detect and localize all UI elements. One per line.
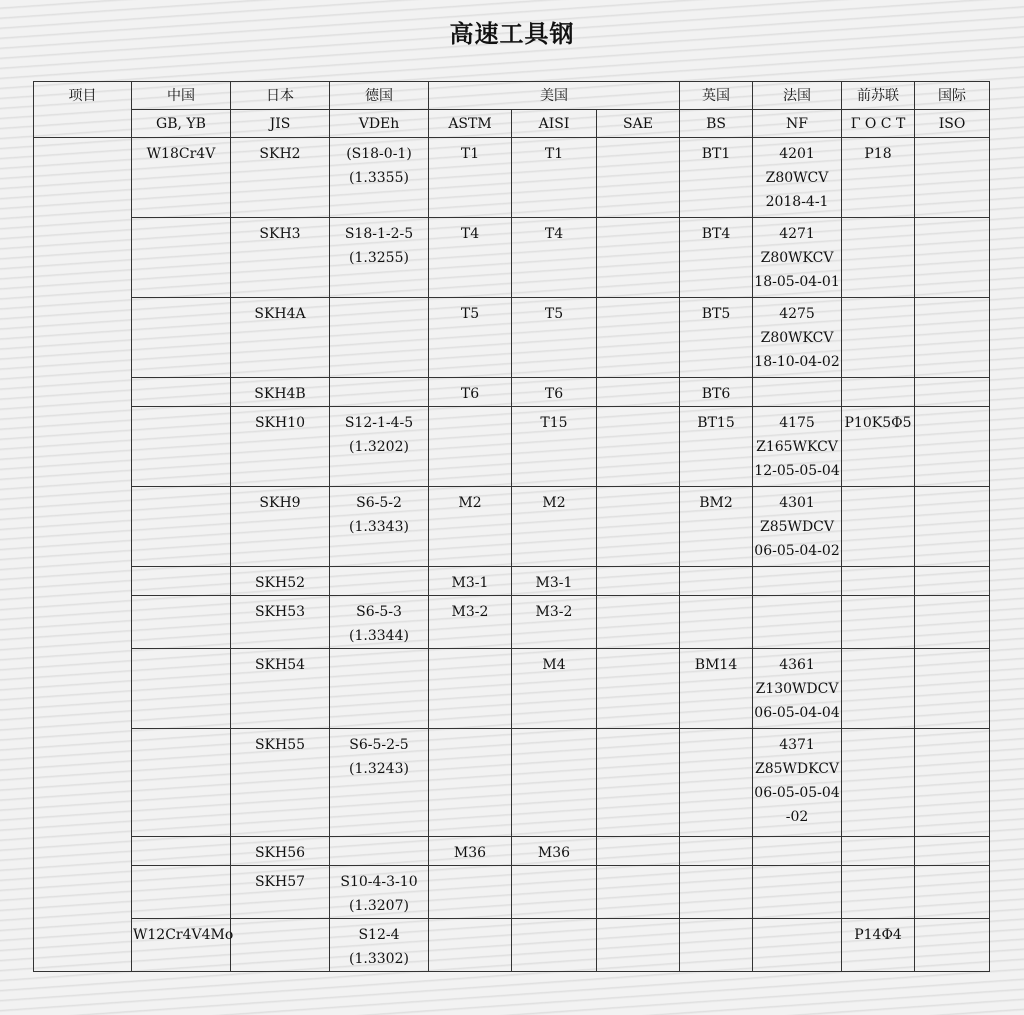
cell-cn [132, 866, 231, 919]
cell-aisi: M2 [512, 487, 597, 567]
cell-vdeh: S12-1-4-5 (1.3202) [330, 407, 429, 487]
cell-gost [842, 596, 915, 649]
cell-iso [915, 649, 990, 729]
header-uk-sub: BS [680, 110, 753, 138]
cell-bs [680, 596, 753, 649]
cell-sae [597, 407, 680, 487]
cell-nf: 4301 Z85WDCV 06-05-04-02 [753, 487, 842, 567]
table-row [34, 596, 990, 649]
cell-jis: SKH53 [231, 596, 330, 649]
header-japan: 日本 [231, 82, 330, 110]
cell-sae [597, 378, 680, 407]
cell-astm [429, 729, 512, 837]
cell-cn [132, 649, 231, 729]
cell-astm [429, 866, 512, 919]
item-cell [34, 138, 132, 972]
cell-gost [842, 866, 915, 919]
cell-iso [915, 218, 990, 298]
cell-aisi: T15 [512, 407, 597, 487]
cell-bs: BT5 [680, 298, 753, 378]
cell-jis: SKH57 [231, 866, 330, 919]
cell-bs: BT4 [680, 218, 753, 298]
cell-sae [597, 729, 680, 837]
cell-bs [680, 567, 753, 596]
cell-vdeh: (S18-0-1) (1.3355) [330, 138, 429, 218]
header-ussr: 前苏联 [842, 82, 915, 110]
cell-sae [597, 298, 680, 378]
header-item: 项目 [34, 82, 132, 138]
cell-bs: BM14 [680, 649, 753, 729]
table-row [34, 567, 990, 596]
cell-vdeh: S12-4 (1.3302) [330, 919, 429, 972]
table-row [34, 378, 990, 407]
table-row [34, 138, 990, 218]
header-uk: 英国 [680, 82, 753, 110]
cell-nf: 4361 Z130WDCV 06-05-04-04 [753, 649, 842, 729]
cell-nf: 4271 Z80WKCV 18-05-04-01 [753, 218, 842, 298]
cell-sae [597, 919, 680, 972]
table-row [34, 487, 990, 567]
cell-sae [597, 218, 680, 298]
cell-nf: 4371 Z85WDKCV 06-05-05-04 -02 [753, 729, 842, 837]
cell-cn [132, 729, 231, 837]
header-aisi: AISI [512, 110, 597, 138]
cell-iso [915, 919, 990, 972]
cell-sae [597, 866, 680, 919]
cell-cn: W18Cr4V [132, 138, 231, 218]
cell-sae [597, 138, 680, 218]
cell-astm [429, 649, 512, 729]
cell-sae [597, 567, 680, 596]
cell-astm: T6 [429, 378, 512, 407]
cell-astm: M3-1 [429, 567, 512, 596]
cell-iso [915, 866, 990, 919]
cell-gost: P10K5Φ5 [842, 407, 915, 487]
cell-nf [753, 837, 842, 866]
cell-aisi: M4 [512, 649, 597, 729]
header-intl-sub: ISO [915, 110, 990, 138]
cell-nf [753, 866, 842, 919]
cell-jis: SKH10 [231, 407, 330, 487]
cell-bs: BT15 [680, 407, 753, 487]
cell-nf [753, 378, 842, 407]
table-row [34, 729, 990, 837]
cell-bs [680, 919, 753, 972]
cell-aisi [512, 866, 597, 919]
cell-bs: BT6 [680, 378, 753, 407]
cell-nf: 4275 Z80WKCV 18-10-04-02 [753, 298, 842, 378]
cell-jis: SKH2 [231, 138, 330, 218]
cell-gost [842, 487, 915, 567]
cell-iso [915, 837, 990, 866]
cell-gost: P14Φ4 [842, 919, 915, 972]
cell-iso [915, 378, 990, 407]
table-body [34, 138, 990, 972]
cell-cn [132, 407, 231, 487]
cell-nf [753, 567, 842, 596]
cell-vdeh: S6-5-2-5 (1.3243) [330, 729, 429, 837]
cell-vdeh: S6-5-2 (1.3343) [330, 487, 429, 567]
header-intl: 国际 [915, 82, 990, 110]
cell-nf [753, 596, 842, 649]
cell-vdeh: S18-1-2-5 (1.3255) [330, 218, 429, 298]
table-row [34, 218, 990, 298]
steel-grade-table [33, 81, 990, 972]
cell-astm: T5 [429, 298, 512, 378]
cell-vdeh: S10-4-3-10 (1.3207) [330, 866, 429, 919]
cell-gost [842, 567, 915, 596]
cell-astm [429, 919, 512, 972]
cell-sae [597, 649, 680, 729]
cell-iso [915, 407, 990, 487]
header-japan-sub: JIS [231, 110, 330, 138]
cell-gost [842, 649, 915, 729]
cell-aisi: T4 [512, 218, 597, 298]
header-sae: SAE [597, 110, 680, 138]
table-row [34, 919, 990, 972]
cell-bs: BT1 [680, 138, 753, 218]
cell-vdeh [330, 378, 429, 407]
cell-bs [680, 729, 753, 837]
cell-vdeh [330, 567, 429, 596]
header-france: 法国 [753, 82, 842, 110]
cell-iso [915, 138, 990, 218]
cell-aisi [512, 729, 597, 837]
cell-vdeh [330, 298, 429, 378]
cell-cn [132, 298, 231, 378]
table-row [34, 298, 990, 378]
cell-vdeh [330, 649, 429, 729]
cell-aisi: T6 [512, 378, 597, 407]
cell-vdeh: S6-5-3 (1.3344) [330, 596, 429, 649]
cell-gost [842, 837, 915, 866]
cell-jis [231, 919, 330, 972]
header-usa: 美国 [429, 82, 680, 110]
cell-iso [915, 487, 990, 567]
cell-jis: SKH56 [231, 837, 330, 866]
header-germany-sub: VDEh [330, 110, 429, 138]
cell-jis: SKH4A [231, 298, 330, 378]
cell-bs [680, 866, 753, 919]
cell-aisi: M3-1 [512, 567, 597, 596]
cell-iso [915, 298, 990, 378]
cell-jis: SKH9 [231, 487, 330, 567]
page-title: 高速工具钢 [449, 20, 575, 48]
header-astm: ASTM [429, 110, 512, 138]
cell-jis: SKH52 [231, 567, 330, 596]
cell-astm [429, 407, 512, 487]
cell-gost: P18 [842, 138, 915, 218]
cell-gost [842, 378, 915, 407]
cell-aisi: M3-2 [512, 596, 597, 649]
header-germany: 德国 [330, 82, 429, 110]
cell-astm: M36 [429, 837, 512, 866]
cell-vdeh [330, 837, 429, 866]
cell-bs [680, 837, 753, 866]
cell-jis: SKH55 [231, 729, 330, 837]
cell-jis: SKH4B [231, 378, 330, 407]
header-ussr-sub: Γ Ο С Τ [842, 110, 915, 138]
table-row [34, 837, 990, 866]
cell-jis: SKH54 [231, 649, 330, 729]
cell-iso [915, 567, 990, 596]
cell-nf: 4201 Z80WCV 2018-4-1 [753, 138, 842, 218]
header-france-sub: NF [753, 110, 842, 138]
table-header [34, 82, 990, 138]
cell-iso [915, 729, 990, 837]
cell-jis: SKH3 [231, 218, 330, 298]
cell-nf: 4175 Z165WKCV 12-05-05-04 [753, 407, 842, 487]
cell-astm: T1 [429, 138, 512, 218]
cell-gost [842, 729, 915, 837]
cell-astm: M3-2 [429, 596, 512, 649]
cell-cn [132, 837, 231, 866]
cell-nf [753, 919, 842, 972]
cell-sae [597, 596, 680, 649]
cell-cn [132, 596, 231, 649]
cell-sae [597, 837, 680, 866]
table-row [34, 649, 990, 729]
cell-gost [842, 298, 915, 378]
cell-astm: T4 [429, 218, 512, 298]
table-row [34, 407, 990, 487]
cell-aisi: T1 [512, 138, 597, 218]
cell-aisi [512, 919, 597, 972]
cell-cn [132, 218, 231, 298]
cell-sae [597, 487, 680, 567]
cell-astm: M2 [429, 487, 512, 567]
cell-cn [132, 487, 231, 567]
cell-aisi: T5 [512, 298, 597, 378]
cell-gost [842, 218, 915, 298]
header-china: 中国 [132, 82, 231, 110]
cell-cn [132, 567, 231, 596]
cell-cn: W12Cr4V4Mo [132, 919, 231, 972]
table-row [34, 866, 990, 919]
header-china-sub: GB, YB [132, 110, 231, 138]
cell-aisi: M36 [512, 837, 597, 866]
cell-bs: BM2 [680, 487, 753, 567]
cell-cn [132, 378, 231, 407]
cell-iso [915, 596, 990, 649]
